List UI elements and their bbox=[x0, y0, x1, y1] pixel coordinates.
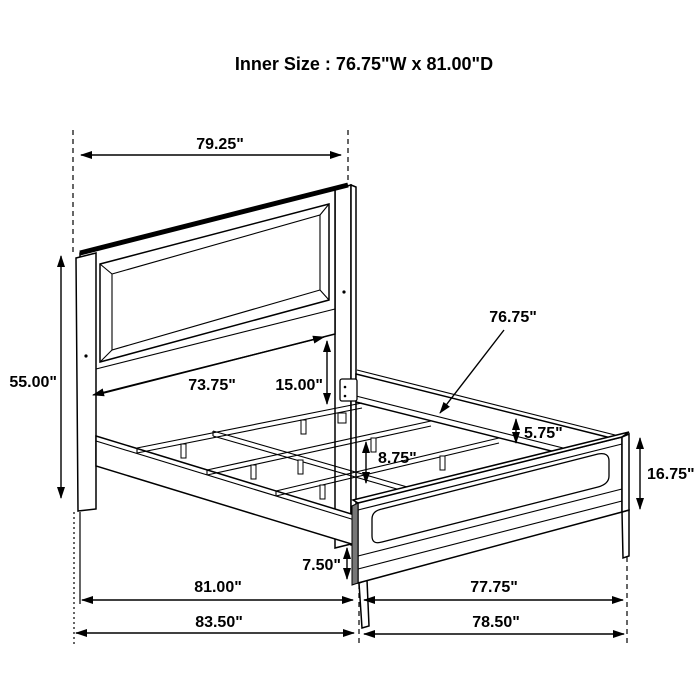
dim-label-footboard-height: 16.75" bbox=[647, 466, 695, 483]
bracket-plate bbox=[340, 379, 357, 401]
footboard-right-leg bbox=[622, 510, 629, 558]
slat-leg bbox=[320, 485, 325, 499]
dim-label-rail-board-height: 5.75" bbox=[524, 425, 563, 442]
dim-label-headboard-width: 79.25" bbox=[196, 136, 244, 153]
bracket-screw bbox=[344, 386, 347, 389]
dim-label-under-rail-clearance: 7.50" bbox=[302, 557, 341, 574]
headboard-left-post bbox=[76, 253, 96, 511]
screw-dot-left bbox=[84, 354, 87, 357]
dim-label-inner-slat-width: 76.75" bbox=[489, 309, 537, 326]
dim-label-overall-depth: 83.50" bbox=[195, 614, 243, 631]
slat-leg bbox=[371, 438, 376, 452]
center-rail-leg bbox=[298, 460, 303, 474]
dim-label-rail-length: 81.00" bbox=[194, 579, 242, 596]
slat-leg bbox=[251, 465, 256, 479]
dim-label-headboard-height: 55.00" bbox=[9, 374, 57, 391]
dim-label-headboard-inner-width: 73.75" bbox=[188, 377, 236, 394]
dim-label-footboard-inner-length: 77.75" bbox=[470, 579, 518, 596]
headboard-right-post bbox=[335, 185, 351, 548]
bracket-lower-clip bbox=[338, 413, 346, 423]
dim-label-footboard-width: 78.50" bbox=[472, 614, 520, 631]
footboard-left-leg bbox=[359, 580, 369, 628]
slat-leg bbox=[301, 420, 306, 434]
leader-arrow-inner-slat-width bbox=[440, 330, 504, 413]
dim-label-slat-floor-height: 8.75" bbox=[378, 450, 417, 467]
slat-leg bbox=[440, 456, 445, 470]
dim-label-panel-to-slat-gap: 15.00" bbox=[275, 377, 323, 394]
diagram-title: Inner Size : 76.75"W x 81.00"D bbox=[234, 54, 494, 74]
bracket-screw bbox=[344, 395, 347, 398]
left-side-rail bbox=[96, 436, 358, 546]
footboard-right-cap bbox=[622, 434, 629, 512]
screw-dot-right bbox=[342, 290, 345, 293]
headboard-right-post-side bbox=[351, 185, 356, 545]
slat-leg bbox=[181, 444, 186, 458]
footboard-left-cap bbox=[352, 503, 358, 585]
slat-bar bbox=[137, 403, 362, 453]
